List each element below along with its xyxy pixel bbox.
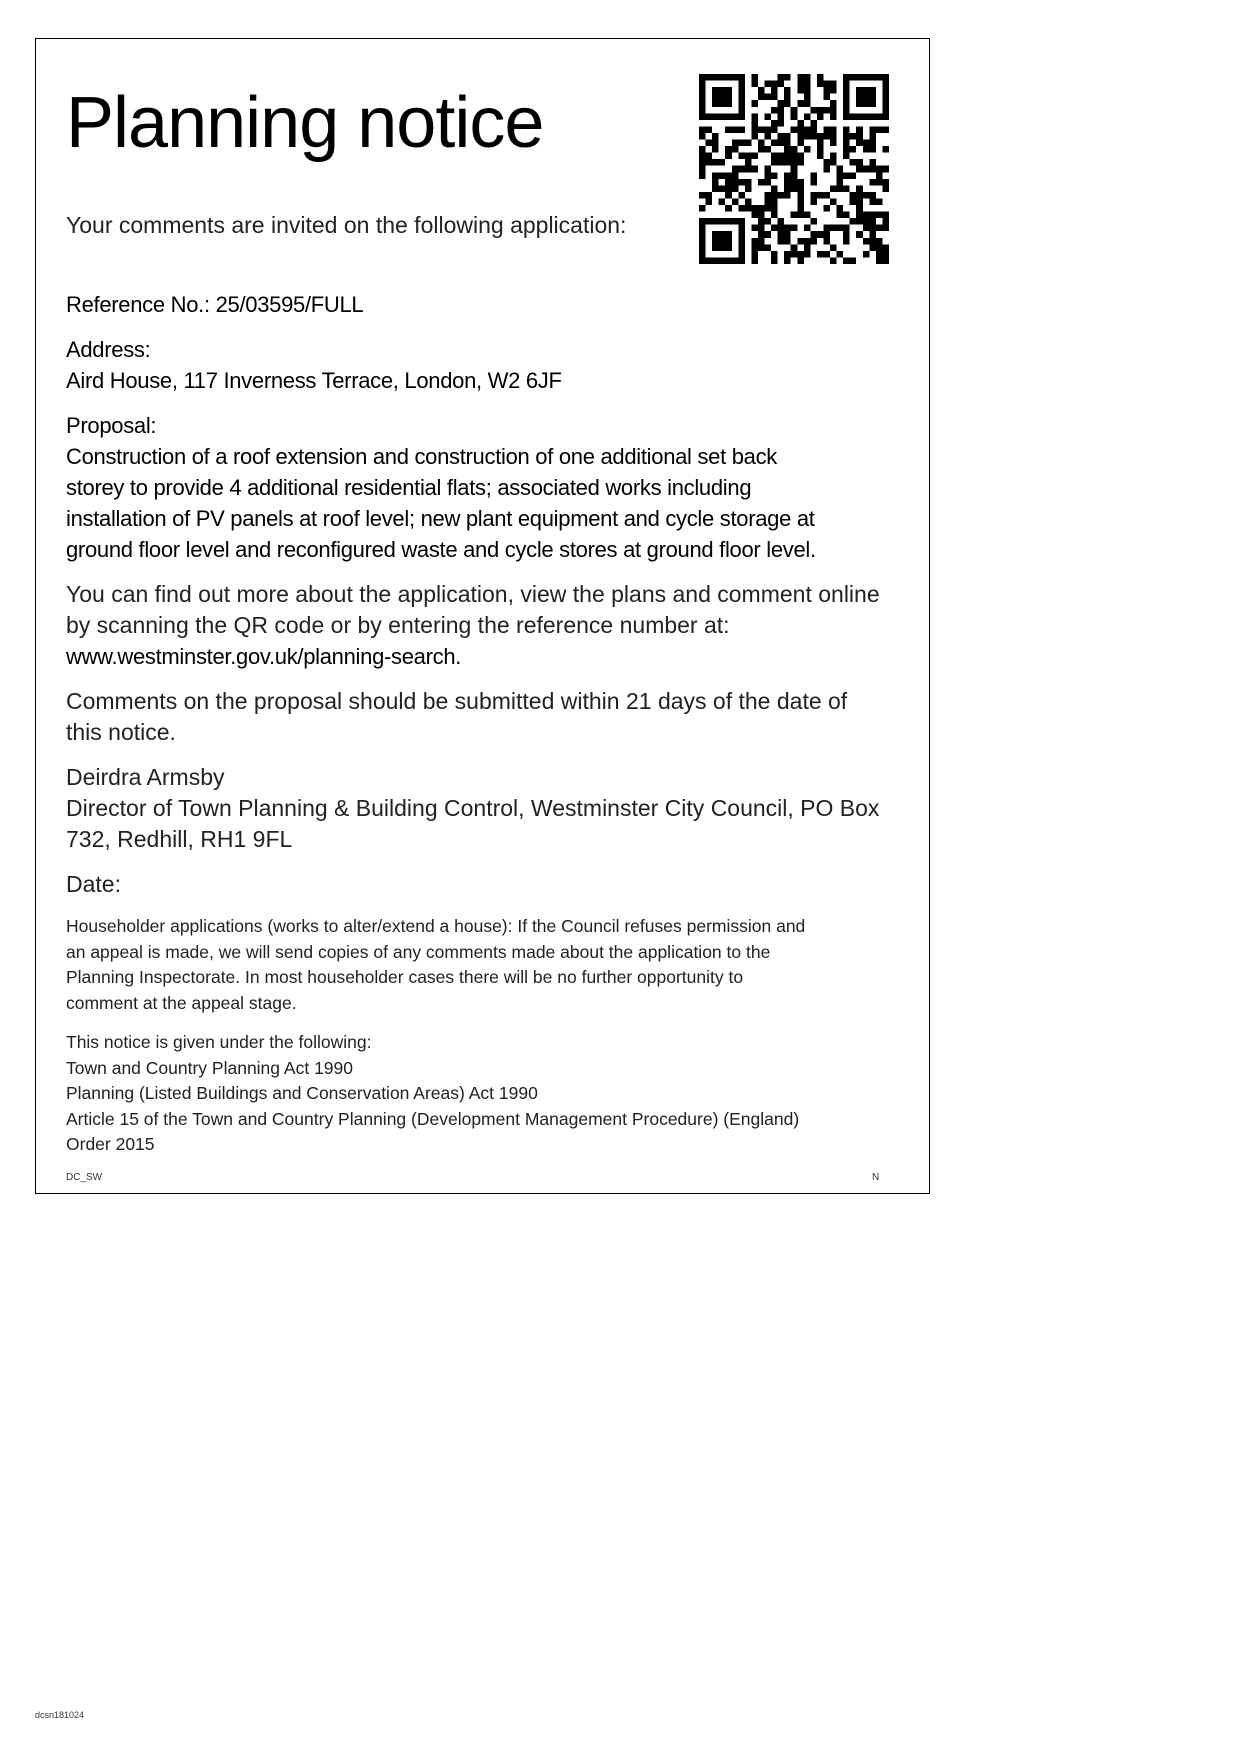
find-out-more-section — [66, 579, 896, 672]
proposal-line: storey to provide 4 additional residential flats; associated works including — [66, 475, 752, 500]
proposal-line: installation of PV panels at roof level; new plant equipment and cycle storage at — [66, 506, 815, 531]
householder-line: comment at the appeal stage. — [66, 992, 297, 1013]
householder-section — [66, 914, 896, 1016]
comments-section — [66, 686, 896, 748]
legislation-line: Order 2015 — [66, 1134, 155, 1154]
footer-code-left: DC_SW — [66, 1172, 103, 1183]
signatory-line: 732, Redhill, RH1 9FL — [66, 826, 293, 852]
signatory-line: Director of Town Planning & Building Control, Westminster City Council, PO Box — [66, 795, 880, 821]
proposal-line: ground floor level and reconfigured waste and cycle stores at ground floor level. — [66, 537, 816, 562]
address-label: Address: — [66, 337, 151, 362]
legislation-line: Town and Country Planning Act 1990 — [66, 1057, 353, 1078]
address-value: Aird House, 117 Inverness Terrace, London, W2 6JF — [66, 368, 562, 393]
proposal-section — [66, 410, 896, 565]
legislation-line: Planning (Listed Buildings and Conservation Areas) Act 1990 — [66, 1083, 538, 1103]
proposal-line: Construction of a roof extension and construction of one additional set back — [66, 444, 777, 469]
householder-line: Householder applications (works to alter/extend a house): If the Council refuses permission and — [66, 916, 806, 936]
proposal-label: Proposal: — [66, 413, 157, 438]
find-out-line: by scanning the QR code or by entering the reference number at: — [66, 612, 730, 638]
comments-line: this notice. — [66, 719, 176, 745]
legislation-section — [66, 1030, 896, 1158]
footer-code-right: N — [872, 1172, 880, 1183]
page-title: Planning notice — [66, 83, 544, 163]
reference-number: Reference No.: 25/03595/FULL — [66, 292, 364, 317]
signatory-section — [66, 762, 896, 855]
signatory-name: Deirdra Armsby — [66, 764, 225, 790]
notice-content — [66, 210, 896, 1158]
find-out-line: You can find out more about the application, view the plans and comment online — [66, 581, 880, 607]
intro-text: Your comments are invited on the following application: — [66, 212, 627, 238]
householder-line: an appeal is made, we will send copies of any comments made about the application to the — [66, 941, 771, 962]
date-label: Date: — [66, 871, 121, 897]
website-link[interactable]: www.westminster.gov.uk/planning-search. — [66, 644, 462, 669]
planning-notice — [35, 38, 930, 1194]
legislation-line: Article 15 of the Town and Country Planning (Development Management Procedure) (England) — [66, 1108, 800, 1129]
address-section — [66, 334, 896, 396]
comments-line: Comments on the proposal should be submitted within 21 days of the date of — [66, 688, 848, 714]
legislation-line: This notice is given under the following: — [66, 1032, 372, 1052]
document-code: dcsn181024 — [35, 1710, 85, 1720]
householder-line: Planning Inspectorate. In most householder cases there will be no further opportunity to — [66, 967, 744, 987]
